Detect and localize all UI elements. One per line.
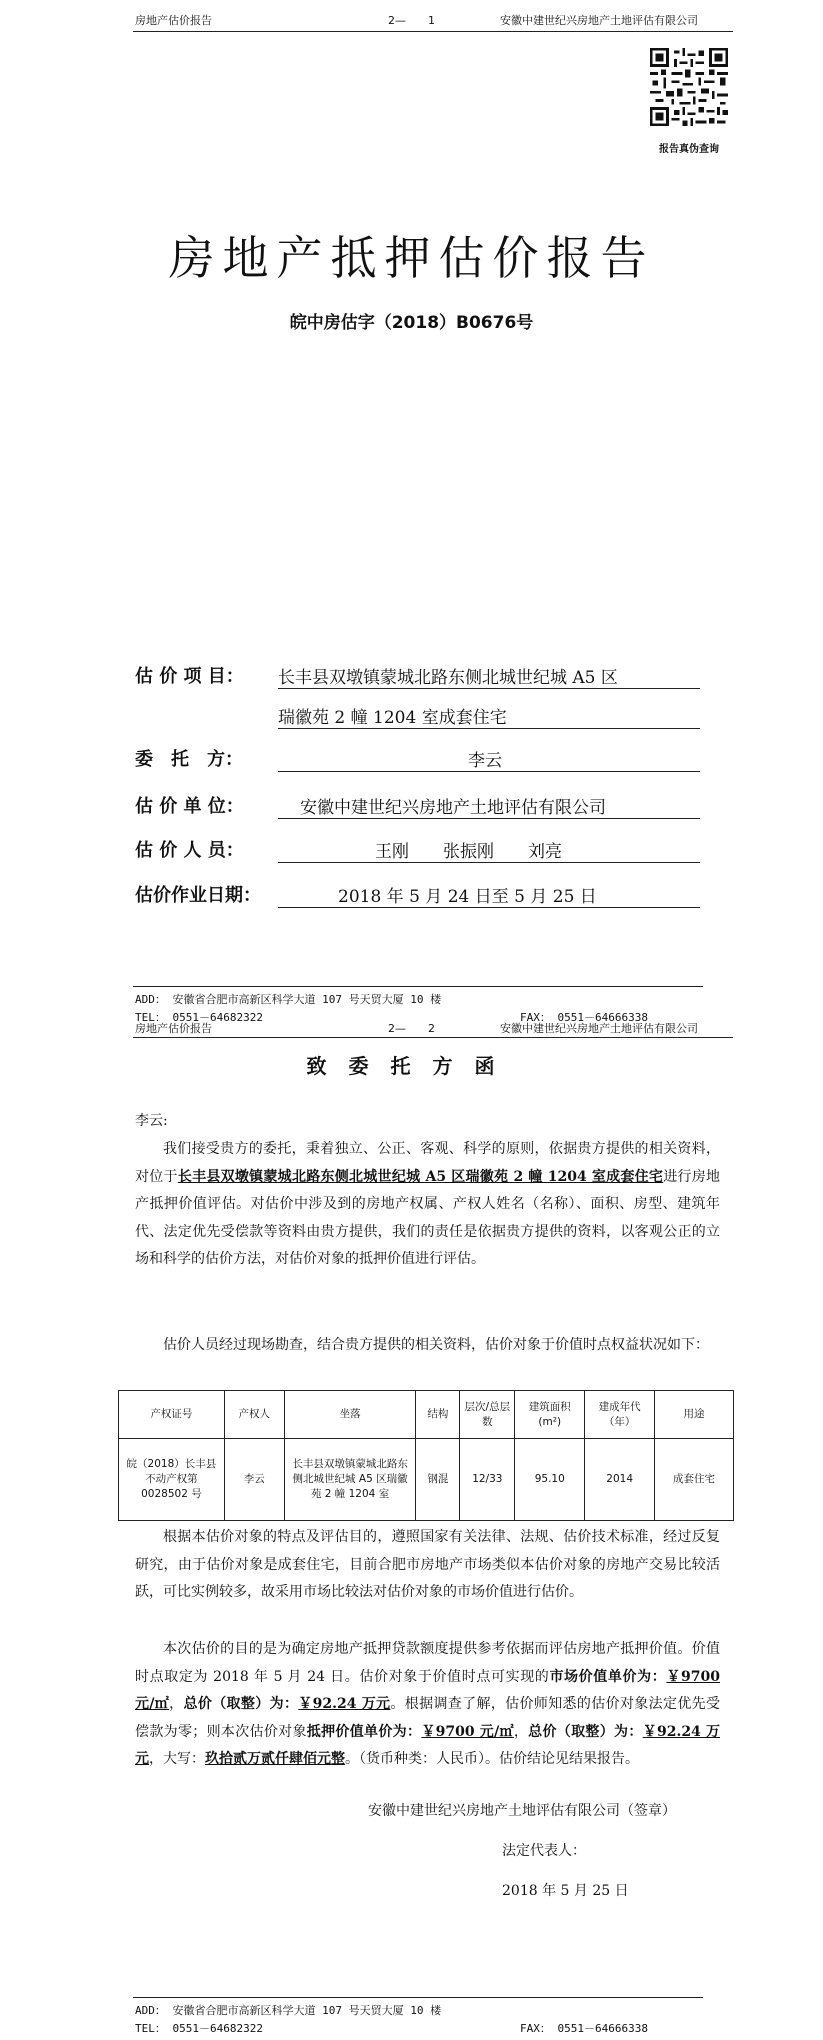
col-header: 结构 bbox=[416, 1391, 460, 1439]
col-header: 用途 bbox=[655, 1391, 734, 1439]
client-label: 委 托 方： bbox=[135, 749, 243, 770]
salutation: 李云: bbox=[135, 1113, 168, 1129]
header-right: 安徽中建世纪兴房地产土地评估有限公司 bbox=[500, 14, 698, 27]
p4-text: 。（货币种类：人民币）。估价结论见结果报告。 bbox=[345, 1751, 639, 1768]
cell-location: 长丰县双墩镇蒙城北路东侧北城世纪城 A5 区瑞徽苑 2 幢 1204 室 bbox=[284, 1439, 416, 1521]
cell-usage: 成套住宅 bbox=[655, 1439, 734, 1521]
footer-tel: TEL： 0551－64682322 bbox=[135, 2022, 263, 2035]
qr-code-icon[interactable] bbox=[650, 48, 728, 126]
mortgage-unit-price-label: 抵押价值单价为： bbox=[306, 1723, 422, 1740]
market-unit-price: ￥9700 元/㎡ bbox=[135, 1668, 720, 1713]
footer-rule bbox=[133, 986, 703, 987]
amount-in-words: 玖拾贰万贰仟肆佰元整 bbox=[205, 1751, 345, 1768]
underline bbox=[278, 688, 700, 689]
table-header-row bbox=[119, 1391, 734, 1439]
p4-text: 本次估价的目的是为确定房地产抵押贷款额度提供参考依据而评估房地产抵押价值。价值时点取定为 2018 年 5 月 24 日。估价对象于价值时点可实现的 bbox=[135, 1641, 720, 1685]
footer-tel: TEL： 0551－64682322 bbox=[135, 1011, 263, 1024]
paragraph-1-text-cont: 进行房地产抵押价值评估。对估价中涉及到的房地产权属、产权人姓名（名称）、面积、房型、建筑年代、法定优先受偿款等资料由贵方提供，我们的责任是依据贵方提供的资料，以客观公正的立场和科学的估价方法，对估价对象的抵押价值进行评估。 bbox=[135, 1168, 721, 1268]
work-date-value: 2018 年 5 月 24 日至 5 月 25 日 bbox=[338, 887, 597, 907]
paragraph-4 bbox=[135, 1636, 720, 1774]
col-header: 坐落 bbox=[284, 1391, 416, 1439]
cell-area: 95.10 bbox=[515, 1439, 585, 1521]
col-header: 产权证号 bbox=[119, 1391, 225, 1439]
underline bbox=[278, 862, 700, 863]
signature-date: 2018 年 5 月 25 日 bbox=[502, 1883, 629, 1899]
work-date-label: 估价作业日期： bbox=[135, 885, 261, 906]
market-unit-price-label: 市场价值单价为： bbox=[549, 1668, 667, 1685]
market-total-label: 总价（取整）为： bbox=[183, 1696, 299, 1713]
footer-address: ADD： 安徽省合肥市高新区科学大道 107 号天贸大厦 10 楼 bbox=[135, 2004, 442, 2017]
paragraph-3: 根据本估价对象的特点及评估目的，遵照国家有关法律、法规、估价技术标准，经过反复研究，由于估价对象是成套住宅，目前合肥市房地产市场类似本估价对象的房地产交易比较活跃，可比实例较多，故采用市场比较法对估价对象的市场价值进行估价。 bbox=[135, 1529, 720, 1601]
document-number: 皖中房估字（2018）B0676号 bbox=[289, 313, 534, 333]
cell-floor: 12/33 bbox=[460, 1439, 515, 1521]
p4-text: ，大写： bbox=[149, 1751, 205, 1768]
header-page-number: 2— 2 bbox=[388, 1022, 435, 1035]
p4-text: ， bbox=[169, 1696, 184, 1713]
appraisers-value: 王刚 张振刚 刘亮 bbox=[375, 842, 562, 862]
table-row bbox=[119, 1439, 734, 1521]
qr-caption: 报告真伪查询 bbox=[659, 144, 719, 155]
letter-title: 致委托方函 bbox=[306, 1054, 517, 1078]
underline bbox=[278, 771, 700, 772]
cell-certificate-no: 皖（2018）长丰县不动产权第 0028502 号 bbox=[119, 1439, 225, 1521]
client-value: 李云 bbox=[468, 751, 502, 771]
property-location: 长丰县双墩镇蒙城北路东侧北城世纪城 A5 区瑞徽苑 2 幢 1204 室成套住宅 bbox=[177, 1168, 664, 1185]
mortgage-total-label: 总价（取整）为： bbox=[528, 1723, 643, 1740]
col-header: 建成年代（年） bbox=[585, 1391, 655, 1439]
p4-text: 。根据调查了解，估价师知悉的估价对象法定优先受偿款为零；则本次估价对象 bbox=[135, 1696, 721, 1740]
underline bbox=[278, 907, 700, 908]
signature-company: 安徽中建世纪兴房地产土地评估有限公司（签章） bbox=[368, 1803, 676, 1819]
col-header: 建筑面积(m²) bbox=[515, 1391, 585, 1439]
header-rule bbox=[133, 31, 733, 32]
signature-legal-rep: 法定代表人： bbox=[502, 1843, 586, 1859]
paragraph-1-text: 我们接受贵方的委托，秉着独立、公正、客观、科学的原则，依据贵方提供的相关资料，对位于 bbox=[135, 1141, 720, 1185]
appraisers-label: 估 价 人 员： bbox=[135, 840, 244, 861]
footer-fax: FAX： 0551－64666338 bbox=[520, 1011, 648, 1024]
project-value-line-2: 瑞徽苑 2 幢 1204 室成套住宅 bbox=[278, 708, 507, 728]
mortgage-total-price: ￥92.24 万元 bbox=[135, 1723, 721, 1768]
col-header: 产权人 bbox=[224, 1391, 284, 1439]
project-value-line-1: 长丰县双墩镇蒙城北路东侧北城世纪城 A5 区 bbox=[278, 668, 618, 688]
paragraph-2: 估价人员经过现场勘查，结合贵方提供的相关资料，估价对象于价值时点权益状况如下： bbox=[163, 1337, 709, 1353]
header-left: 房地产估价报告 bbox=[135, 1022, 212, 1035]
footer-address: ADD： 安徽省合肥市高新区科学大道 107 号天贸大厦 10 楼 bbox=[135, 993, 442, 1006]
header-right: 安徽中建世纪兴房地产土地评估有限公司 bbox=[500, 1022, 698, 1035]
header-left: 房地产估价报告 bbox=[135, 14, 212, 27]
appraisal-unit-label: 估 价 单 位： bbox=[135, 796, 244, 817]
underline bbox=[278, 818, 700, 819]
cell-owner: 李云 bbox=[224, 1439, 284, 1521]
report-title: 房地产抵押估价报告 bbox=[168, 231, 655, 285]
appraisal-unit-value: 安徽中建世纪兴房地产土地评估有限公司 bbox=[300, 798, 606, 818]
market-total-price: ￥92.24 万元 bbox=[298, 1696, 391, 1713]
property-rights-table bbox=[118, 1390, 734, 1521]
header-rule bbox=[133, 1037, 733, 1038]
footer-rule bbox=[133, 1997, 703, 1998]
cell-build-year: 2014 bbox=[585, 1439, 655, 1521]
cell-structure: 钢混 bbox=[416, 1439, 460, 1521]
project-label: 估 价 项 目： bbox=[135, 666, 244, 687]
col-header: 层次/总层数 bbox=[460, 1391, 515, 1439]
paragraph-1 bbox=[135, 1136, 720, 1274]
underline bbox=[278, 728, 700, 729]
footer-fax: FAX： 0551－64666338 bbox=[520, 2022, 648, 2035]
mortgage-unit-price: ￥9700 元/㎡ bbox=[421, 1723, 514, 1740]
p4-text: ， bbox=[513, 1723, 529, 1740]
header-page-number: 2— 1 bbox=[388, 14, 435, 27]
